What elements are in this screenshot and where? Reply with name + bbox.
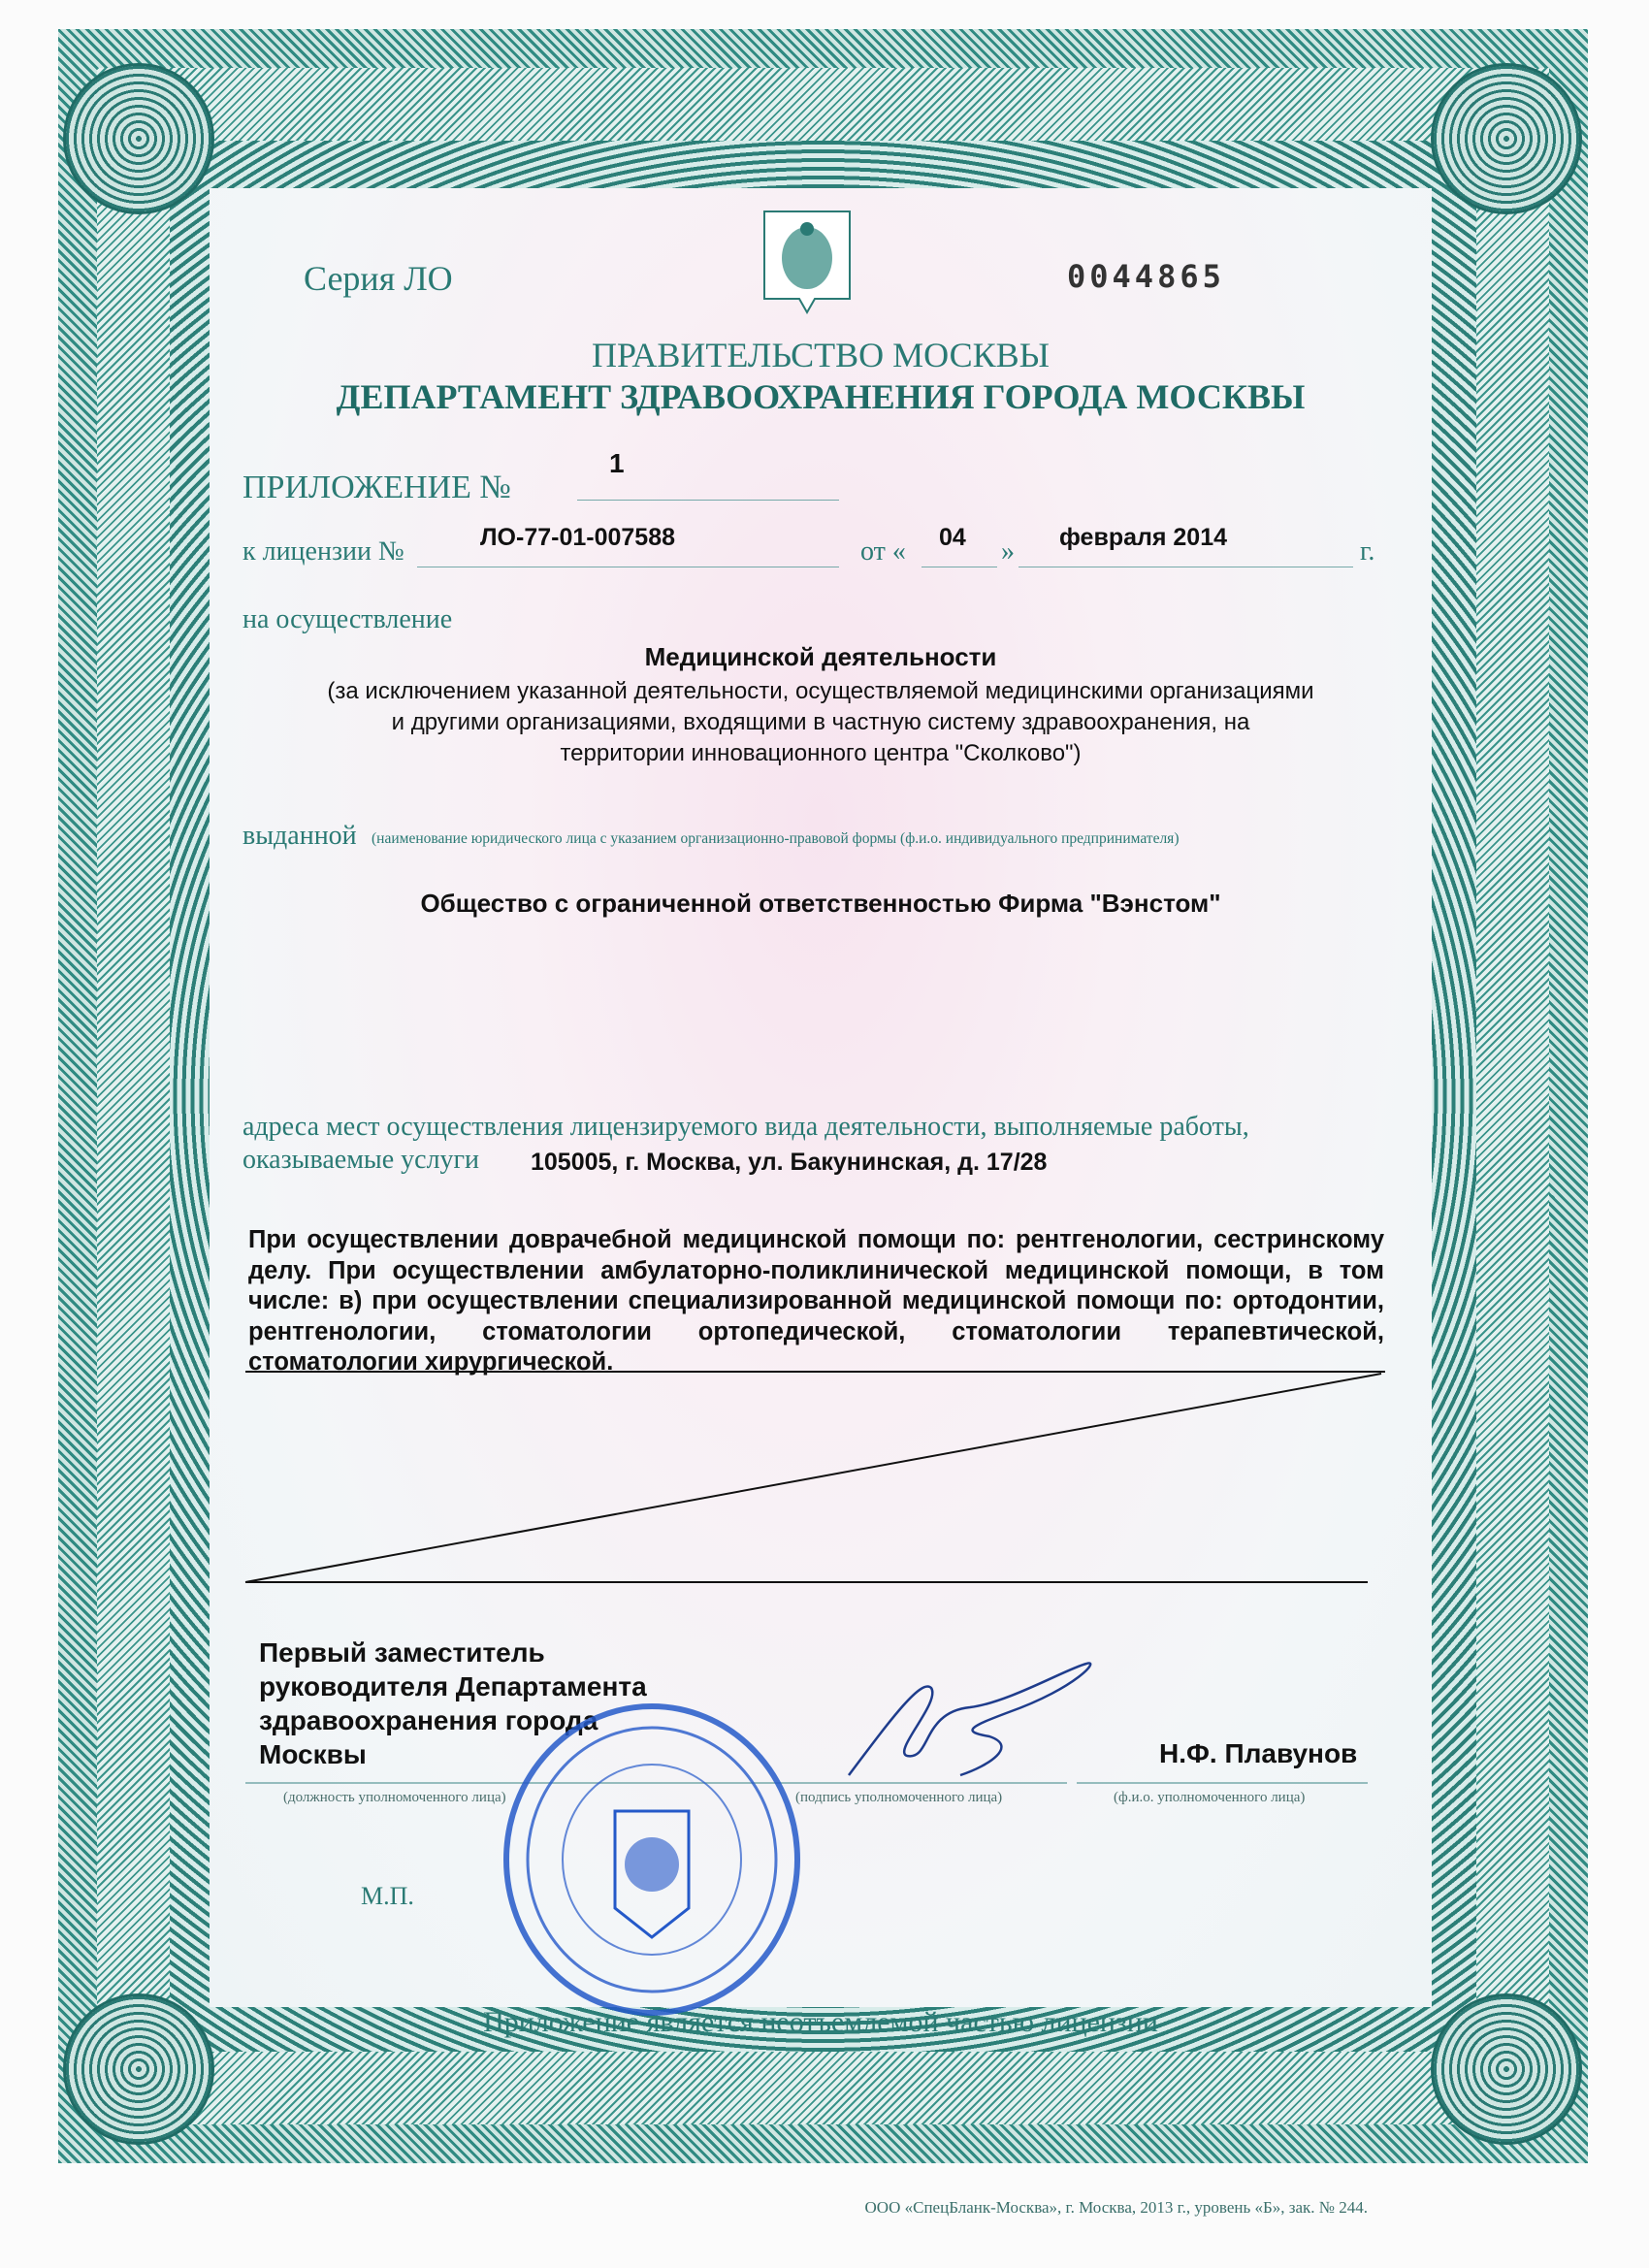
series-label: Серия ЛО <box>304 259 453 298</box>
signatory-position-line: здравоохранения города <box>259 1705 598 1735</box>
signatory-position-line: Москвы <box>259 1739 367 1769</box>
caption-position: (должность уполномоченного лица) <box>283 1790 506 1805</box>
printer-info: ООО «СпецБланк-Москва», г. Москва, 2013 г., уровень «Б», зак. № 244. <box>864 2198 1368 2217</box>
activity-note-line: (за исключением указанной деятельности, осуществляемой медицинскими организациями <box>327 678 1314 704</box>
appendix-number: 1 <box>609 448 625 478</box>
license-month-year: февраля 2014 <box>1059 524 1228 551</box>
quote-close: » <box>1001 536 1015 567</box>
activity-label: на осуществление <box>242 604 453 634</box>
organization-name: Общество с ограниченной ответственностью Фирма "Вэнстом" <box>420 889 1221 918</box>
services-text: При осуществлении доврачебной медицинской помощи по: рентгенологии, сестринскому делу. При осуществлении амбулаторно-поликлинической медицинской помощи, в том числе: в) при осуществлении специализированной медицинской помощи по: ортодонтии, рентгенологии, стоматологии ортопедической, стоматологии терапевтической, стоматологии хирургической. <box>248 1226 1384 1376</box>
signatory-name: Н.Ф. Плавунов <box>1159 1738 1358 1768</box>
activity-note-line: территории инновационного центра "Сколково") <box>560 740 1082 766</box>
department-title: ДЕПАРТАМЕНТ ЗДРАВООХРАНЕНИЯ ГОРОДА МОСКВЫ <box>336 377 1306 416</box>
license-label: к лицензии № <box>242 536 404 567</box>
activity-note-line: и другими организациями, входящими в частную систему здравоохранения, на <box>391 709 1250 735</box>
footer-note: Приложение является неотъемлемой частью лицензии <box>483 2006 1158 2038</box>
signatory-position-line: руководителя Департамента <box>259 1671 647 1701</box>
year-suffix: г. <box>1360 536 1375 567</box>
signatory-position-line: Первый заместитель <box>259 1637 545 1668</box>
address-label-line1: адреса мест осуществления лицензируемого вида деятельности, выполняемые работы, <box>242 1112 1249 1142</box>
address-value: 105005, г. Москва, ул. Бакунинская, д. 17/28 <box>531 1149 1048 1176</box>
address-label-line2: оказываемые услуги <box>242 1145 480 1175</box>
activity-title: Медицинской деятельности <box>644 642 997 671</box>
signature <box>834 1659 1106 1785</box>
government-title: ПРАВИТЕЛЬСТВО МОСКВЫ <box>591 336 1050 374</box>
date-from-label: от « <box>860 536 906 567</box>
license-number: ЛО-77-01-007588 <box>480 524 676 551</box>
license-day: 04 <box>939 524 966 551</box>
seal-place-label: М.П. <box>361 1882 414 1910</box>
issued-label: выданной <box>242 821 357 851</box>
serial-number: 0044865 <box>1067 258 1225 295</box>
caption-signature: (подпись уполномоченного лица) <box>795 1790 1003 1805</box>
appendix-label: ПРИЛОЖЕНИЕ № <box>242 470 511 505</box>
caption-name: (ф.и.о. уполномоченного лица) <box>1114 1790 1306 1805</box>
official-stamp <box>497 1700 807 2020</box>
issued-hint: (наименование юридического лица с указанием организационно-правовой формы (ф.и.о. индивидуального предпринимателя) <box>372 830 1180 847</box>
